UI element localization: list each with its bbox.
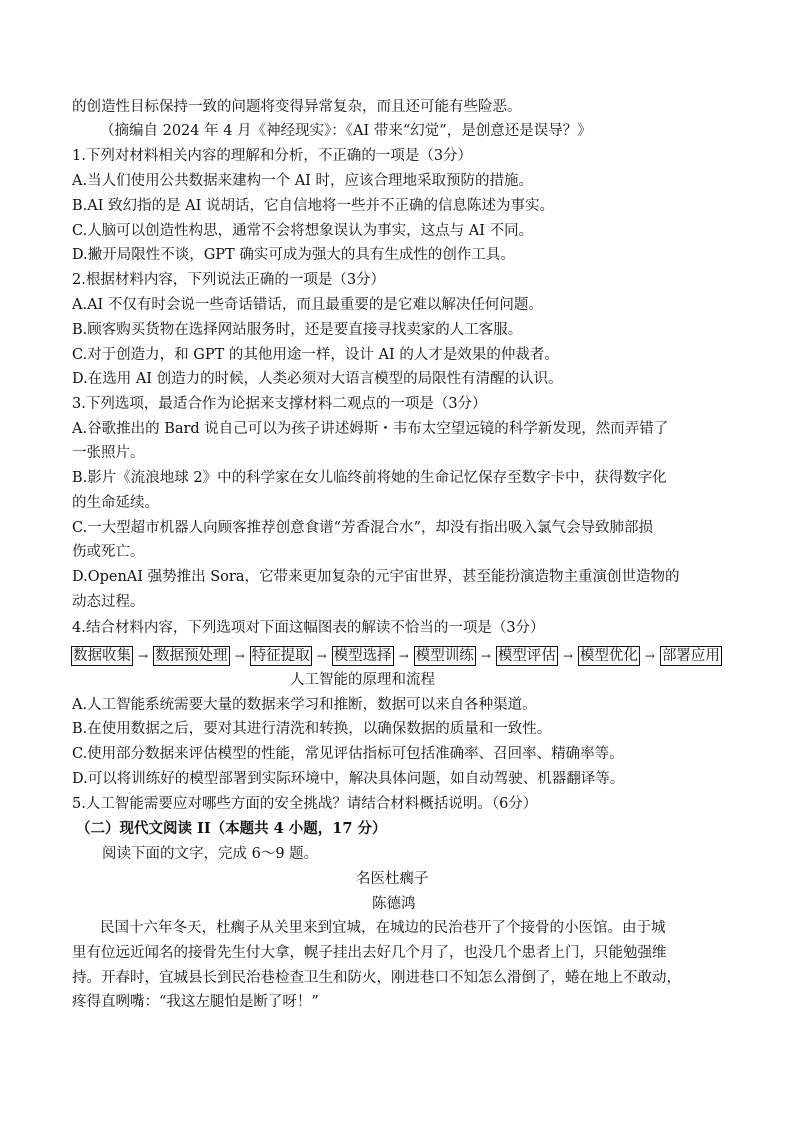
source-citation: （摘编自 2024 年 4 月《神经现实》：《AI 带来“幻觉”，是创意还是误导？》 bbox=[100, 123, 592, 139]
q3-option-a-line2: 一张照片。 bbox=[72, 445, 145, 461]
q4-option-b: B.在使用数据之后，要对其进行清洗和转换，以确保数据的质量和一致性。 bbox=[72, 721, 552, 737]
intro-line: 的创造性目标保持一致的问题将变得异常复杂，而且还可能有些险恶。 bbox=[72, 99, 522, 115]
section-heading: （二）现代文阅读 II（本题共 4 小题，17 分） bbox=[76, 820, 387, 837]
q2-option-d: D.在选用 AI 创造力的时候，人类必须对大语言模型的局限性有清醒的认识。 bbox=[72, 371, 563, 387]
flow-arrow-icon: → bbox=[480, 649, 491, 663]
flow-step-model-optimization: 模型优化 bbox=[579, 648, 638, 664]
q1-option-b: B.AI 致幻指的是 AI 说胡话，它自信地将一些并不正确的信息陈述为事实。 bbox=[72, 198, 554, 214]
q4-option-c: C.使用部分数据来评估模型的性能，常见评估指标可包括准确率、召回率、精确率等。 bbox=[72, 746, 624, 762]
q2-option-a: A.AI 不仅有时会说一些奇话错话，而且最重要的是它难以解决任何问题。 bbox=[72, 297, 543, 313]
flow-step-model-selection: 模型选择 bbox=[333, 648, 392, 664]
flow-step-data-preprocessing: 数据预处理 bbox=[155, 648, 228, 664]
q5-stem: 5.人工智能需要应对哪些方面的安全挑战？请结合材料概括说明。（6分） bbox=[72, 796, 538, 812]
ai-process-flowchart bbox=[71, 645, 722, 667]
story-author: 陈德鸿 bbox=[372, 896, 416, 912]
story-paragraph-line1: 民国十六年冬天，杜瘸子从关里来到宜城，在城边的民治巷开了个接骨的小医馆。由于城 bbox=[100, 920, 666, 936]
flow-step-model-training: 模型训练 bbox=[415, 648, 474, 664]
q1-option-a: A.当人们使用公共数据来建构一个 AI 时，应该合理地采取预防的措施。 bbox=[72, 173, 533, 189]
q4-option-d: D.可以将训练好的模型部署到实际环境中，解决具体问题，如自动驾驶、机器翻译等。 bbox=[72, 771, 625, 787]
flowchart-caption: 人工智能的原理和流程 bbox=[290, 672, 435, 688]
q3-option-a-line1: A.谷歌推出的 Bard 说自己可以为孩子讲述姆斯・韦布太空望远镜的科学新发现，然而弄错了 bbox=[72, 421, 669, 437]
q3-option-b-line1: B.影片《流浪地球 2》中的科学家在女儿临终前将她的生命记忆保存至数字卡中，获得数字化 bbox=[72, 470, 667, 486]
story-title: 名医杜瘸子 bbox=[356, 871, 429, 887]
q1-option-d: D.撇开局限性不谈，GPT 确实可成为强大的具有生成性的创作工具。 bbox=[72, 247, 515, 263]
q1-stem: 1.下列对材料相关内容的理解和分析，不正确的一项是（3分） bbox=[72, 148, 473, 164]
flow-step-feature-extraction: 特征提取 bbox=[251, 648, 310, 664]
q1-option-c: C.人脑可以创造性构思，通常不会将想象误认为事实，这点与 AI 不同。 bbox=[72, 223, 534, 239]
reading-instruction: 阅读下面的文字，完成 6～9 题。 bbox=[102, 846, 319, 862]
flow-arrow-icon: → bbox=[138, 649, 149, 663]
flow-step-deployment: 部署应用 bbox=[661, 648, 720, 664]
flow-step-model-evaluation: 模型评估 bbox=[497, 648, 556, 664]
q2-option-c: C.对于创造力，和 GPT 的其他用途一样，设计 AI 的人才是效果的仲裁者。 bbox=[72, 347, 559, 363]
q2-option-b: B.顾客购买货物在选择网站服务时，还是要直接寻找卖家的人工客服。 bbox=[72, 322, 523, 338]
q3-option-c-line2: 伤或死亡。 bbox=[72, 544, 145, 560]
story-paragraph-line2: 里有位远近闻名的接骨先生付大拿，幌子挂出去好几个月了，也没几个患者上门，只能勉强维 bbox=[72, 945, 667, 961]
flow-arrow-icon: → bbox=[562, 649, 573, 663]
flow-arrow-icon: → bbox=[398, 649, 409, 663]
story-paragraph-line4: 疼得直咧嘴：“我这左腿怕是断了呀！” bbox=[72, 994, 319, 1010]
flow-arrow-icon: → bbox=[316, 649, 327, 663]
flow-step-data-collection: 数据收集 bbox=[73, 648, 131, 664]
q3-option-d-line2: 动态过程。 bbox=[72, 594, 145, 610]
q3-option-c-line1: C.一大型超市机器人向顾客推荐创意食谱“芳香混合水”，却没有指出吸入氯气会导致肺部损 bbox=[72, 520, 654, 536]
q3-option-d-line1: D.OpenAI 强势推出 Sora，它带来更加复杂的元宇宙世界，甚至能扮演造物主重演创世造物的 bbox=[72, 569, 680, 585]
story-paragraph-line3: 持。开春时，宜城县长到民治巷检查卫生和防火，刚进巷口不知怎么滑倒了，蜷在地上不敢动， bbox=[72, 970, 681, 986]
q3-option-b-line2: 的生命延续。 bbox=[72, 495, 159, 511]
flow-arrow-icon: → bbox=[234, 649, 245, 663]
q4-option-a: A.人工智能系统需要大量的数据来学习和推断，数据可以来自各种渠道。 bbox=[72, 697, 537, 713]
q4-stem: 4.结合材料内容，下列选项对下面这幅图表的解读不恰当的一项是（3分） bbox=[72, 620, 545, 636]
q3-stem: 3.下列选项，最适合作为论据来支撑材料二观点的一项是（3分） bbox=[72, 396, 487, 412]
q2-stem: 2.根据材料内容，下列说法正确的一项是（3分） bbox=[72, 272, 386, 288]
flow-arrow-icon: → bbox=[644, 649, 655, 663]
